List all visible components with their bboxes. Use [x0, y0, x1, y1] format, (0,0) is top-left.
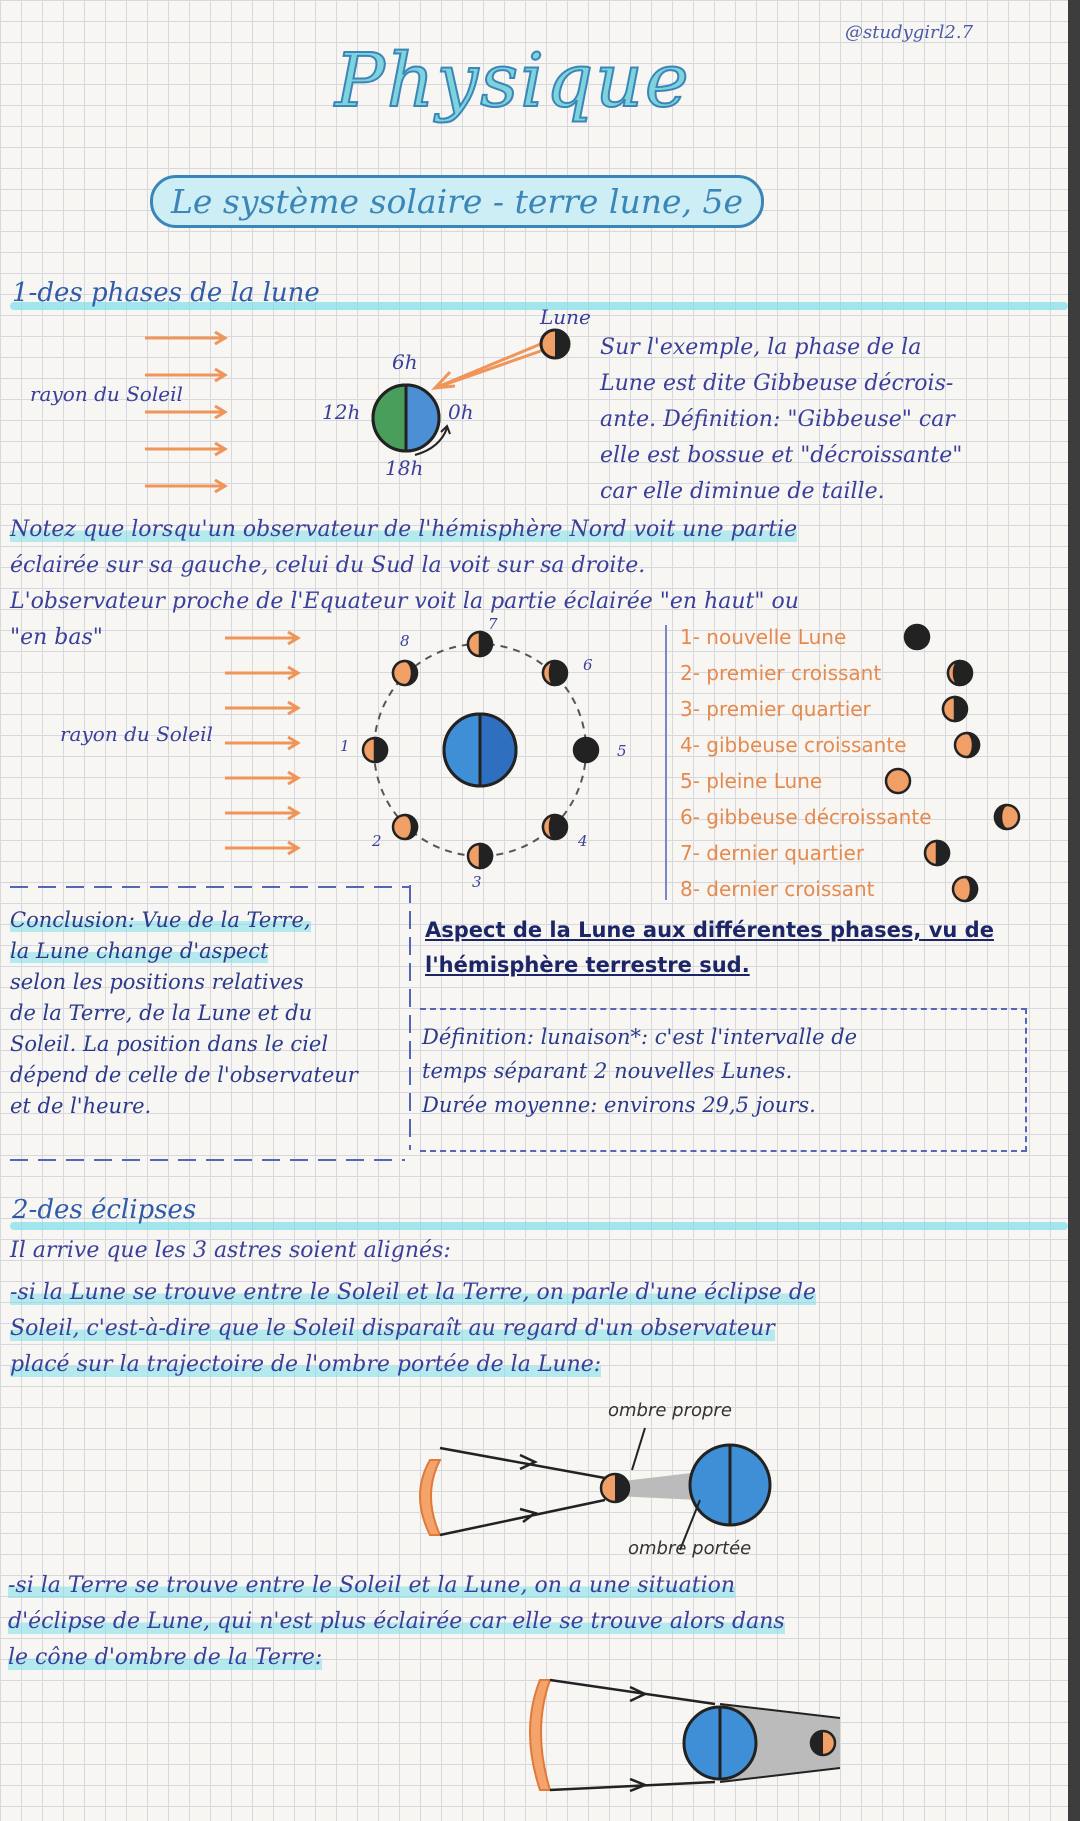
example-line: Lune est dite Gibbeuse décrois-: [600, 371, 954, 396]
hour-18h: 18h: [385, 456, 424, 480]
definition-line: Durée moyenne: environs 29,5 jours.: [422, 1093, 816, 1117]
orbit-sun-rays: [220, 628, 310, 868]
phase-item: 5- pleine Lune: [680, 769, 823, 793]
lunar-line: -si la Terre se trouve entre le Soleil et la Lune, on a une situation: [8, 1573, 736, 1598]
orbit-number: 6: [583, 656, 593, 674]
sun-rays-arrows: [140, 330, 240, 500]
orbit-number: 7: [488, 615, 498, 633]
conclusion-line: de la Terre, de la Lune et du: [10, 1001, 313, 1025]
conclusion-line: la Lune change d'aspect: [10, 939, 269, 963]
solar-eclipse-diagram: [400, 1400, 790, 1550]
conclusion-line: selon les positions relatives: [10, 970, 304, 994]
phase-item: 8- dernier croissant: [680, 877, 875, 901]
example-line: ante. Définition: "Gibbeuse" car: [600, 407, 955, 432]
page-subtitle: Le système solaire - terre lune, 5e: [150, 175, 764, 228]
note-line: L'observateur proche de l'Equateur voit la partie éclairée "en haut" ou: [10, 589, 799, 614]
orbit-number: 4: [578, 832, 588, 850]
aspect-title: l'hémisphère terrestre sud.: [425, 953, 750, 977]
conclusion-line: dépend de celle de l'observateur: [10, 1063, 358, 1087]
separator-dashed: [0, 1158, 420, 1163]
solar-line: -si la Lune se trouve entre le Soleil et la Terre, on parle d'une éclipse de: [10, 1280, 816, 1305]
aspect-title: Aspect de la Lune aux différentes phases, vu de: [425, 918, 994, 942]
section1-heading: 1-des phases de la lune: [12, 278, 320, 308]
ombre-propre-label: ombre propre: [608, 1400, 732, 1421]
phase-item: 2- premier croissant: [680, 661, 882, 685]
section2-heading: 2-des éclipses: [12, 1195, 197, 1225]
separator-dashed: [0, 885, 1068, 890]
eclipse-intro: Il arrive que les 3 astres soient alignés:: [10, 1238, 451, 1263]
phase-item: 1- nouvelle Lune: [680, 625, 847, 649]
orbit-sun-label: rayon du Soleil: [60, 722, 213, 746]
hour-12h: 12h: [322, 400, 361, 424]
phase-icons: [880, 620, 1030, 910]
conclusion-text: [10, 905, 358, 1122]
sun-rays-label: rayon du Soleil: [30, 382, 183, 406]
conclusion-line: Conclusion: Vue de la Terre,: [10, 908, 311, 932]
orbit-number: 5: [617, 742, 627, 760]
phase-item: 7- dernier quartier: [680, 841, 865, 865]
example-line: Sur l'exemple, la phase de la: [600, 335, 922, 360]
moon-label: Lune: [540, 305, 591, 329]
note-line: éclairée sur sa gauche, celui du Sud la voit sur sa droite.: [10, 553, 646, 578]
phase-list-rule: [665, 625, 667, 900]
orbit-number: 1: [340, 737, 350, 755]
author-handle: @studygirl2.7: [845, 22, 974, 43]
orbit-number: 8: [400, 632, 410, 650]
definition-line: Définition: lunaison*: c'est l'intervalle de: [422, 1025, 858, 1049]
hour-6h: 6h: [392, 350, 418, 374]
example-line: car elle diminue de taille.: [600, 479, 885, 504]
note-line: "en bas": [10, 625, 103, 650]
example-text: [600, 330, 962, 510]
definition-line: temps séparant 2 nouvelles Lunes.: [422, 1059, 793, 1083]
lunar-eclipse-text: [8, 1568, 785, 1676]
hour-0h: 0h: [448, 400, 474, 424]
lunar-eclipse-diagram: [520, 1670, 860, 1810]
note-line: Notez que lorsqu'un observateur de l'hémisphère Nord voit une partie: [10, 517, 798, 542]
example-line: elle est bossue et "décroissante": [600, 443, 963, 468]
lunar-line: le cône d'ombre de la Terre:: [8, 1645, 323, 1670]
lunar-line: d'éclipse de Lune, qui n'est plus éclairée car elle se trouve alors dans: [8, 1609, 785, 1634]
ombre-portee-label: ombre portée: [628, 1538, 752, 1559]
phase-item: 4- gibbeuse croissante: [680, 733, 907, 757]
solar-eclipse-text: [10, 1275, 816, 1383]
solar-line: Soleil, c'est-à-dire que le Soleil disparaît au regard d'un observateur: [10, 1316, 775, 1341]
page-title: Physique: [335, 38, 691, 124]
solar-line: placé sur la trajectoire de l'ombre portée de la Lune:: [10, 1352, 602, 1377]
definition-text: [422, 1020, 857, 1122]
conclusion-line: et de l'heure.: [10, 1094, 152, 1118]
orbit-number: 3: [472, 873, 482, 891]
orbit-number: 2: [372, 832, 382, 850]
phase-item: 6- gibbeuse décroissante: [680, 805, 932, 829]
separator-vertical: [408, 885, 413, 1155]
phase-item: 3- premier quartier: [680, 697, 871, 721]
conclusion-line: Soleil. La position dans le ciel: [10, 1032, 329, 1056]
